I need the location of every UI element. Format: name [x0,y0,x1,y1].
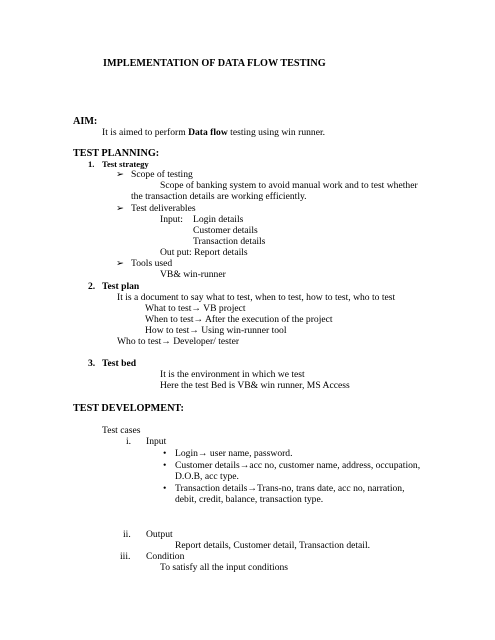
input-label: Input: [160,214,183,225]
case-customer-line-1: Customer details→acc no, customer name, address, occupation, [175,460,421,471]
section-3-number: 3. [88,358,96,369]
aim-text-post: testing using win runner. [227,127,326,138]
arrow-bullet-icon: ➢ [116,203,125,214]
case-transaction-line-2: debit, credit, balance, transaction type. [175,494,324,505]
input-item-1: Login details [193,214,244,225]
arrow-bullet-icon: ➢ [116,169,125,180]
output-value: Report details, Customer detail, Transaction detail. [175,540,371,551]
aim-text [102,127,325,138]
tools-value: VB& win-runner [160,269,226,280]
condition-value: To satisfy all the input conditions [160,562,289,573]
roman-numeral-2: ii. [123,529,131,540]
arrow-bullet-icon: ➢ [116,258,125,269]
aim-text-bold: Data flow [188,127,228,138]
test-development-heading: TEST DEVELOPMENT: [73,403,184,414]
bullet-icon: • [163,483,167,494]
plan-what: What to test→ VB project [145,303,246,314]
output-line: Out put: Report details [160,247,248,258]
aim-heading: AIM: [73,116,98,127]
case-transaction-line-1: Transaction details→Trans-no, trans date, acc no, narration, [175,483,405,494]
scope-label: Scope of testing [131,169,193,180]
bullet-icon: • [163,460,167,471]
bed-line-2: Here the test Bed is VB& win runner, MS Access [160,380,350,391]
roman-numeral-3: iii. [120,551,131,562]
input-heading: Input [146,436,167,447]
roman-numeral-1: i. [126,436,132,447]
output-heading: Output [146,529,173,540]
scope-line-2: the transaction details are working efficiently. [131,191,307,202]
bullet-icon: • [163,448,167,459]
input-item-2: Customer details [193,225,258,236]
deliverables-label: Test deliverables [131,203,196,214]
section-1-title: Test strategy [102,159,149,169]
section-2-number: 2. [88,281,96,292]
plan-intro: It is a document to say what to test, when to test, how to test, who to test [117,292,396,303]
tools-label: Tools used [131,258,173,269]
section-1-number: 1. [88,159,95,169]
case-customer-line-2: D.O.B, acc type. [175,471,239,482]
plan-when: When to test→ After the execution of the project [145,314,333,325]
bed-line-1: It is the environment in which we test [160,369,305,380]
condition-heading: Condition [146,551,185,562]
aim-text-pre: It is aimed to perform [102,127,189,138]
scope-line-1: Scope of banking system to avoid manual work and to test whether [160,180,418,191]
page-title: IMPLEMENTATION OF DATA FLOW TESTING [103,58,326,69]
case-login: Login→ user name, password. [175,448,293,459]
test-cases-label: Test cases [102,425,141,436]
section-2-title: Test plan [102,281,140,292]
plan-who: Who to test→ Developer/ tester [117,336,240,347]
plan-how: How to test→ Using win-runner tool [145,325,287,336]
test-planning-heading: TEST PLANNING: [73,148,160,159]
input-item-3: Transaction details [193,236,266,247]
section-3-title: Test bed [102,358,137,369]
